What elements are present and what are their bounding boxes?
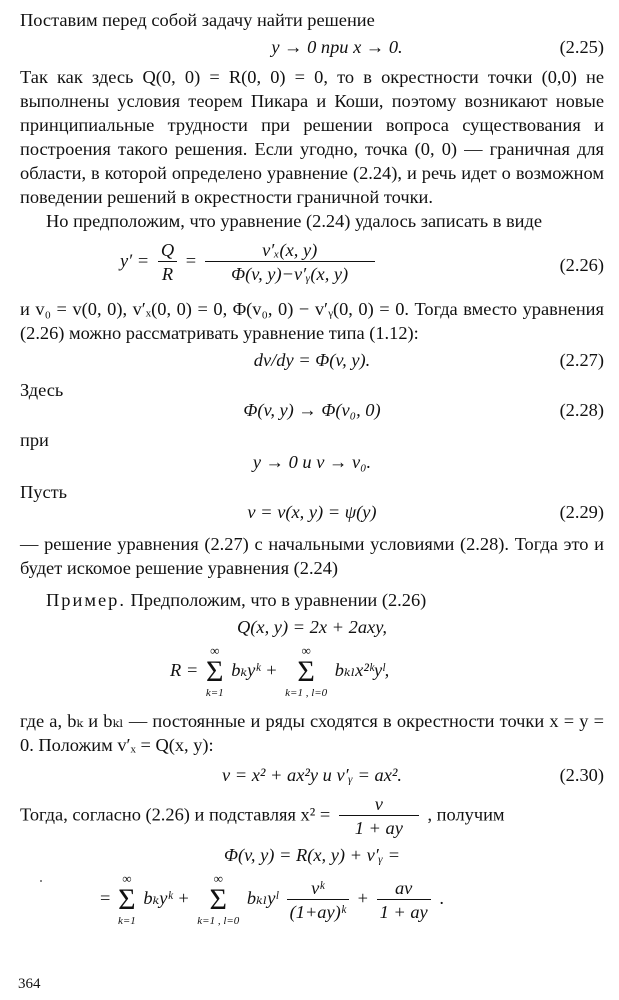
equation-number: (2.30)	[559, 765, 604, 785]
label-here: Здесь	[20, 380, 64, 400]
equation-2-26-lhs: y′ =	[120, 250, 150, 271]
sum-lower-limit: k=1	[117, 915, 136, 927]
fraction-denominator: Φ(v, y)−v′ᵧ(x, y)	[205, 261, 375, 286]
book-page	[20, 8, 604, 933]
sum-upper-limit: ∞	[210, 643, 220, 658]
equation-r	[20, 645, 604, 703]
paragraph-constants: где a, bₖ и bₖₗ — постоянные и ряды сходятся в окрестности точки x = y = 0. Положим v′ₓ = Q(x, y):	[20, 711, 604, 755]
fraction-denominator: (1+ay)ᵏ	[287, 899, 349, 924]
equals-sign: =	[100, 888, 111, 909]
substitution-text-end: , получим	[427, 804, 505, 825]
equation-2-28	[20, 398, 604, 424]
equation-q	[20, 615, 604, 641]
summation-symbol	[197, 873, 239, 927]
sigma-sign: Σ	[209, 883, 228, 916]
fraction-numerator: vᵏ	[311, 877, 325, 898]
paragraph-initial-values: и v₀ = v(0, 0), v′ₓ(0, 0) = 0, Φ(v₀, 0) − v′ᵧ(0, 0) = 0. Тогда вместо уравнения (2.26) можно рассматривать уравнение типа (1.12):	[20, 299, 604, 343]
fraction-substitution	[339, 793, 419, 840]
paragraph-conditions: Так как здесь Q(0, 0) = R(0, 0) = 0, то в окрестности точки (0,0) не выполнены условия теорем Пикара и Коши, поэтому возникают новые принципиальные трудности при решении вопроса существования и построения такого решения. Если угодно, точка (0, 0) — граничная для области, в которой определено уравнение (2.24), и речь идет о возможном поведении решений в окрестности граничной точки.	[20, 67, 604, 207]
sum-upper-limit: ∞	[213, 871, 223, 886]
equation-phi-expanded	[20, 873, 604, 933]
equation-body: Φ(v, y) → Φ(v₀, 0)	[243, 400, 381, 420]
paragraph-example	[20, 588, 604, 612]
equation-2-26	[20, 235, 604, 295]
example-label: Пример.	[46, 590, 126, 610]
sum-lower-limit: k=1 , l=0	[197, 915, 240, 927]
equation-2-27	[20, 348, 604, 374]
equation-2-30	[20, 763, 604, 789]
fraction-numerator: v	[374, 794, 383, 814]
equation-body: v = v(x, y) = ψ(y)	[247, 502, 377, 522]
series-term: bₖyᵏ +	[143, 888, 190, 909]
equation-2-29	[20, 500, 604, 526]
equation-2-25	[20, 35, 604, 61]
sum-upper-limit: ∞	[301, 643, 311, 658]
equation-number: (2.28)	[559, 400, 604, 420]
equation-number: (2.25)	[559, 37, 604, 57]
label-let: Пусть	[20, 482, 68, 502]
substitution-text: Тогда, согласно (2.26) и подставляя x² =	[20, 804, 331, 825]
summation-symbol	[206, 645, 224, 699]
summation-symbol	[285, 645, 327, 699]
fraction-denominator: 1 + ay	[377, 899, 431, 924]
equation-condition	[20, 450, 604, 476]
equation-body: dv/dy = Φ(v, y).	[253, 350, 371, 370]
example-text: Предположим, что в уравнении (2.26)	[125, 590, 427, 610]
fraction-q-over-r	[158, 239, 177, 286]
sigma-sign: Σ	[206, 655, 224, 688]
equation-number: (2.26)	[559, 255, 604, 275]
fraction-power	[287, 877, 349, 924]
plus-sign: +	[357, 888, 368, 909]
summation-symbol	[118, 873, 136, 927]
equation-r-lhs: R =	[170, 660, 199, 681]
paragraph-solution: — решение уравнения (2.27) с начальными условиями (2.28). Тогда это и будет искомое решение уравнения (2.24)	[20, 534, 604, 578]
fraction-denominator: 1 + ay	[339, 815, 419, 840]
fraction-numerator: Q	[160, 240, 175, 260]
fraction-numerator: v′ₓ(x, y)	[262, 240, 318, 260]
equation-number: (2.27)	[559, 350, 604, 370]
label-when: при	[20, 430, 49, 450]
fraction-av	[377, 877, 431, 924]
series-term: bₖyᵏ +	[231, 660, 278, 681]
equation-phi	[20, 843, 604, 869]
equation-body: Q(x, y) = 2x + 2axy,	[237, 617, 387, 637]
paragraph-substitution	[20, 793, 604, 839]
equation-2-25-part-a: y → 0 при	[271, 37, 354, 57]
equation-body: y → 0 и v → v₀.	[252, 452, 372, 472]
series-term: bₖₗyˡ	[246, 888, 278, 909]
equation-body: v = x² + ax²y и v′ᵧ = ax².	[222, 765, 402, 785]
sum-lower-limit: k=1	[205, 687, 224, 699]
page-number: 364	[18, 976, 41, 992]
paragraph-suppose: Но предположим, что уравнение (2.24) удалось записать в виде	[46, 211, 543, 231]
period: .	[439, 888, 444, 909]
series-term: bₖₗx²ᵏyˡ,	[334, 660, 390, 681]
fraction-denominator: R	[158, 261, 177, 286]
sum-upper-limit: ∞	[122, 871, 132, 886]
fraction-velocity	[205, 239, 375, 286]
equation-2-25-part-b: x → 0.	[353, 37, 403, 57]
fraction-numerator: av	[394, 877, 413, 898]
sigma-sign: Σ	[118, 883, 136, 916]
speck	[40, 880, 42, 882]
equation-body: Φ(v, y) = R(x, y) + v′ᵧ =	[223, 845, 401, 865]
paragraph-intro: Поставим перед собой задачу найти решение	[20, 10, 375, 30]
sigma-sign: Σ	[297, 655, 315, 688]
equation-number: (2.29)	[559, 502, 604, 522]
equals-sign: =	[185, 250, 197, 271]
sum-lower-limit: k=1 , l=0	[285, 687, 328, 699]
